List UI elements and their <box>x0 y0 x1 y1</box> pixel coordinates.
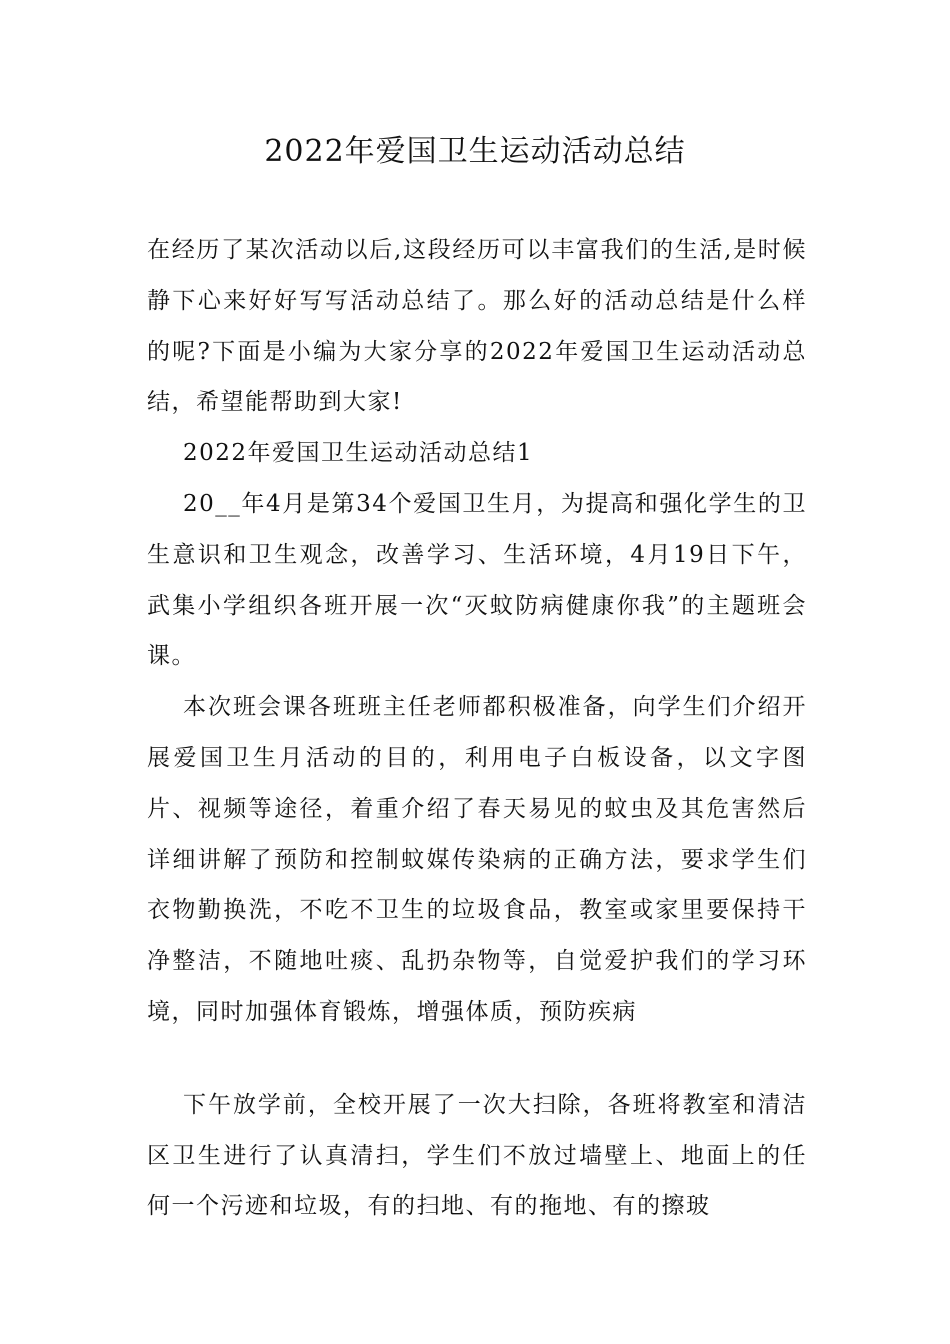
section-heading: 2022年爱国卫生运动活动总结1 <box>183 440 534 467</box>
body-paragraph: 本次班会课各班班主任老师都积极准备，向学生们介绍开展爱国卫生月活动的目的，利用电子白板设备，以文字图片、视频等途径，着重介绍了春天易见的蚊虫及其危害然后详细讲解了预防和控制蚊媒传染病的正确方法，要求学生们衣物勤换洗，不吃不卫生的垃圾食品，教室或家里要保持干净整洁，不随地吐痰、乱扔杂物等，自觉爱护我们的学习环境，同时加强体育锻炼，增强体质，预防疾病 <box>147 694 807 1025</box>
paragraph-spacer <box>147 1038 807 1080</box>
body-paragraph: 下午放学前，全校开展了一次大扫除，各班将教室和清洁区卫生进行了认真清扫，学生们不放过墙壁上、地面上的任何一个污迹和垃圾，有的扫地、有的拖地、有的擦玻 <box>147 1091 807 1220</box>
intro-paragraph: 在经历了某次活动以后,这段经历可以丰富我们的生活,是时候静下心来好好写写活动总结了。那么好的活动总结是什么样的呢?下面是小编为大家分享的2022年爱国卫生运动活动总结，希望能帮助到大家! <box>147 237 807 416</box>
document-title: 2022年爱国卫生运动活动总结 <box>264 134 686 169</box>
document-body <box>147 225 807 1232</box>
body-paragraph: 20__年4月是第34个爱国卫生月，为提高和强化学生的卫生意识和卫生观念，改善学习、生活环境，4月19日下午，武集小学组织各班开展一次“灭蚊防病健康你我”的主题班会课。 <box>147 490 807 670</box>
